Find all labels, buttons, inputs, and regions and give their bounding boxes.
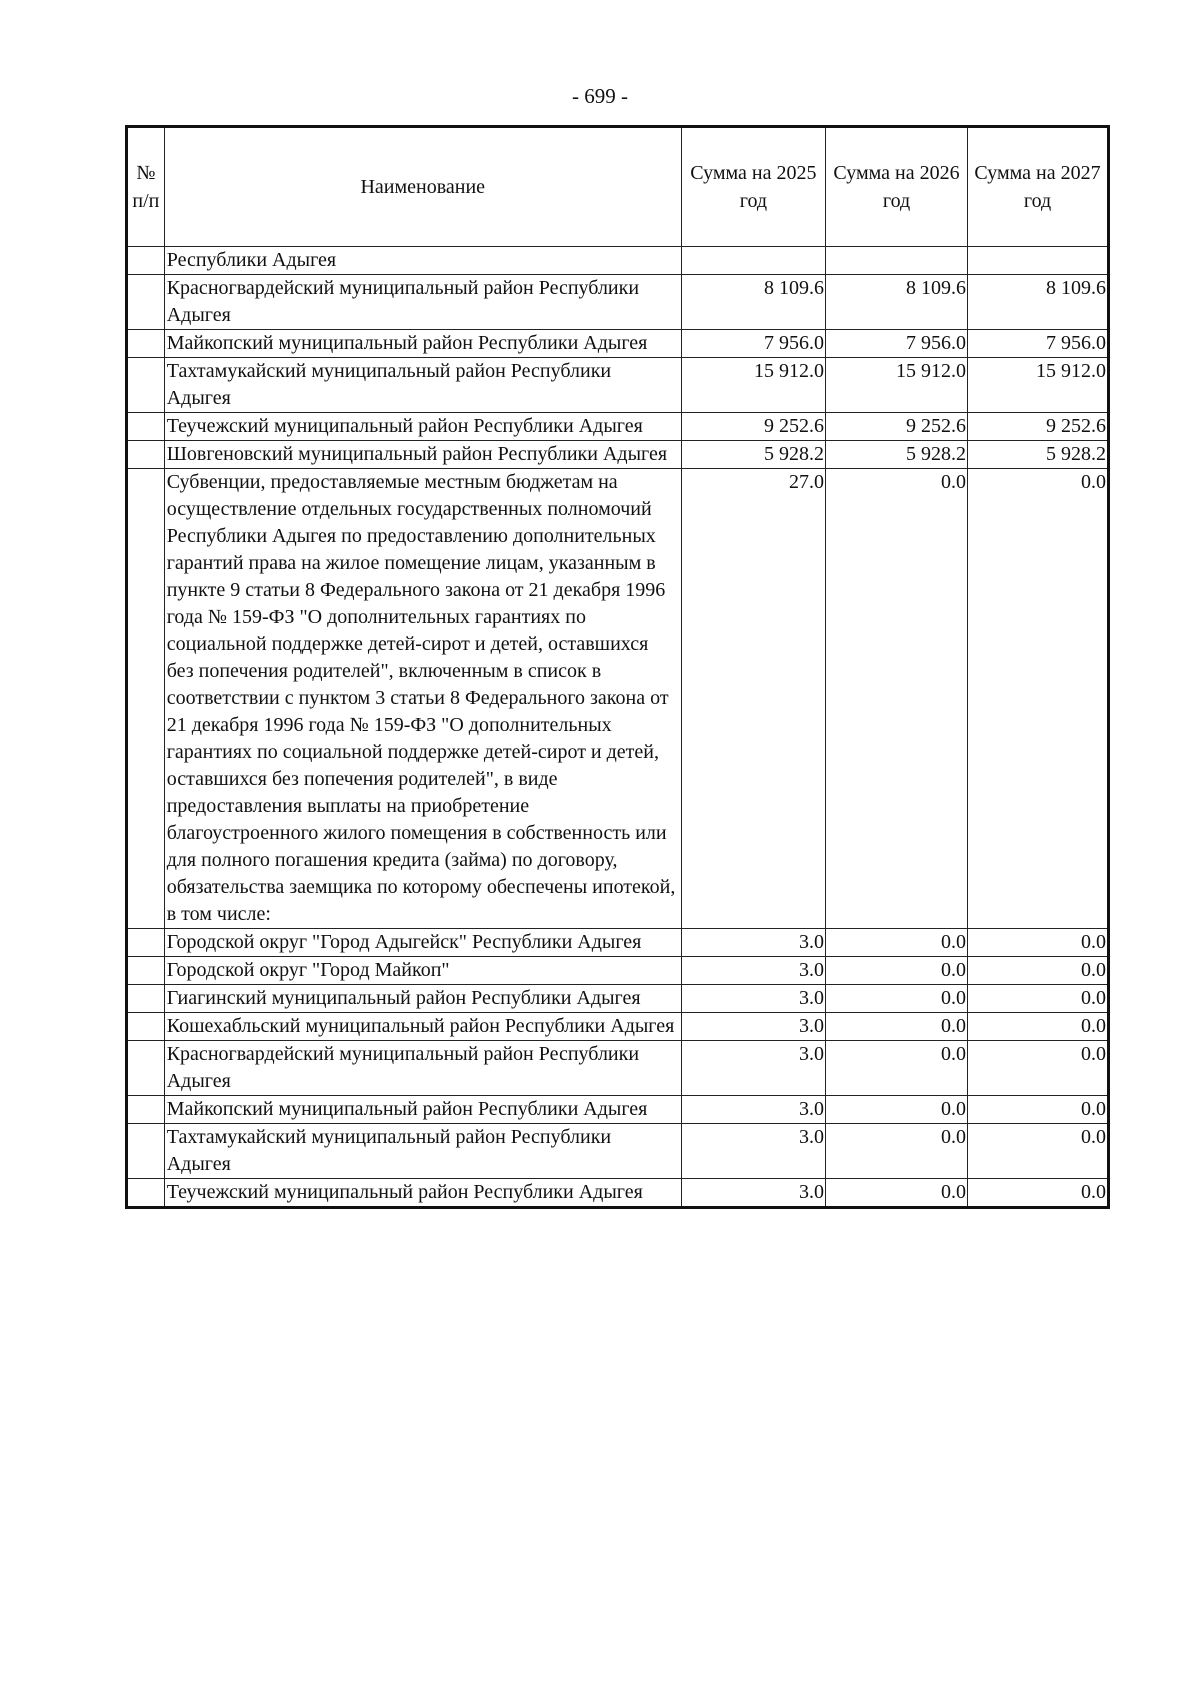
row-index-cell [127, 1124, 165, 1179]
row-value-2026: 9 252.6 [826, 413, 968, 441]
row-value-2026: 0.0 [826, 929, 968, 957]
row-name-cell: Городской округ "Город Майкоп" [164, 957, 681, 985]
row-value-2026: 0.0 [826, 985, 968, 1013]
row-value-2026: 0.0 [826, 1041, 968, 1096]
row-name-cell: Тахтамукайский муниципальный район Республики Адыгея [164, 1124, 681, 1179]
row-value-2026: 0.0 [826, 1096, 968, 1124]
row-name-cell: Городской округ "Город Адыгейск" Республики Адыгея [164, 929, 681, 957]
row-value-2026: 0.0 [826, 1179, 968, 1208]
table-body [127, 247, 1109, 1208]
row-value-2027 [968, 247, 1109, 275]
row-value-2026: 15 912.0 [826, 358, 968, 413]
row-index-cell [127, 1179, 165, 1208]
row-value-2025: 3.0 [681, 1179, 825, 1208]
row-name-cell: Теучежский муниципальный район Республики Адыгея [164, 413, 681, 441]
row-name-cell: Красногвардейский муниципальный район Республики Адыгея [164, 1041, 681, 1096]
row-index-cell [127, 957, 165, 985]
row-value-2025: 3.0 [681, 985, 825, 1013]
row-name-cell: Красногвардейский муниципальный район Республики Адыгея [164, 275, 681, 330]
table-row [127, 330, 1109, 358]
table-row [127, 1041, 1109, 1096]
row-name-cell: Майкопский муниципальный район Республики Адыгея [164, 1096, 681, 1124]
row-index-cell [127, 358, 165, 413]
table-row [127, 469, 1109, 929]
budget-table [125, 125, 1110, 1209]
row-value-2025: 3.0 [681, 929, 825, 957]
page-number: - 699 - [572, 84, 628, 108]
header-2027: Сумма на 2027 год [968, 127, 1109, 247]
row-value-2025 [681, 247, 825, 275]
row-value-2027: 0.0 [968, 1013, 1109, 1041]
row-name-cell: Кошехабльский муниципальный район Республики Адыгея [164, 1013, 681, 1041]
row-value-2025: 3.0 [681, 1013, 825, 1041]
row-value-2027: 0.0 [968, 929, 1109, 957]
row-index-cell [127, 275, 165, 330]
row-index-cell [127, 247, 165, 275]
row-name-cell: Субвенции, предоставляемые местным бюджетам на осуществление отдельных государственных полномочий Республики Адыгея по предоставлению дополнительных гарантий права на жилое помещение лицам, указанным в пункте 9 статьи 8 Федерального закона от 21 декабря 1996 года № 159-ФЗ "О дополнительных гарантиях по социальной поддержке детей-сирот и детей, оставшихся без попечения родителей", включенным в список в соответствии с пунктом 3 статьи 8 Федерального закона от 21 декабря 1996 года № 159-ФЗ "О дополнительных гарантиях по социальной поддержке детей-сирот и детей, оставшихся без попечения родителей", в виде предоставления выплаты на приобретение благоустроенного жилого помещения в собственность или для полного погашения кредита (займа) по договору, обязательства заемщика по которому обеспечены ипотекой, в том числе: [164, 469, 681, 929]
row-value-2027: 0.0 [968, 1124, 1109, 1179]
table-row [127, 247, 1109, 275]
row-index-cell [127, 413, 165, 441]
row-name-cell: Шовгеновский муниципальный район Республики Адыгея [164, 441, 681, 469]
row-value-2025: 3.0 [681, 957, 825, 985]
row-value-2025: 3.0 [681, 1041, 825, 1096]
header-name: Наименование [164, 127, 681, 247]
row-value-2026: 0.0 [826, 957, 968, 985]
row-value-2025: 7 956.0 [681, 330, 825, 358]
table-row [127, 1096, 1109, 1124]
table-row [127, 358, 1109, 413]
table-row [127, 1013, 1109, 1041]
row-index-cell [127, 1013, 165, 1041]
row-value-2027: 5 928.2 [968, 441, 1109, 469]
table-row [127, 275, 1109, 330]
row-value-2027: 8 109.6 [968, 275, 1109, 330]
row-value-2025: 3.0 [681, 1096, 825, 1124]
table-row [127, 929, 1109, 957]
table-row [127, 1179, 1109, 1208]
row-name-cell: Республики Адыгея [164, 247, 681, 275]
row-value-2026: 0.0 [826, 1124, 968, 1179]
header-2026: Сумма на 2026 год [826, 127, 968, 247]
row-value-2027: 7 956.0 [968, 330, 1109, 358]
row-value-2027: 0.0 [968, 469, 1109, 929]
table-header [127, 127, 1109, 247]
row-index-cell [127, 441, 165, 469]
row-value-2026: 7 956.0 [826, 330, 968, 358]
row-index-cell [127, 1096, 165, 1124]
table-row [127, 985, 1109, 1013]
row-value-2027: 0.0 [968, 985, 1109, 1013]
header-index: № п/п [127, 127, 165, 247]
row-value-2026: 0.0 [826, 1013, 968, 1041]
row-value-2027: 0.0 [968, 957, 1109, 985]
header-2025: Сумма на 2025 год [681, 127, 825, 247]
table-row [127, 413, 1109, 441]
row-value-2026: 8 109.6 [826, 275, 968, 330]
table-row [127, 1124, 1109, 1179]
row-index-cell [127, 1041, 165, 1096]
row-value-2027: 0.0 [968, 1179, 1109, 1208]
table-row [127, 441, 1109, 469]
row-value-2027: 15 912.0 [968, 358, 1109, 413]
row-name-cell: Тахтамукайский муниципальный район Республики Адыгея [164, 358, 681, 413]
row-value-2026 [826, 247, 968, 275]
row-name-cell: Гиагинский муниципальный район Республики Адыгея [164, 985, 681, 1013]
row-value-2025: 9 252.6 [681, 413, 825, 441]
row-name-cell: Майкопский муниципальный район Республики Адыгея [164, 330, 681, 358]
row-value-2027: 9 252.6 [968, 413, 1109, 441]
row-value-2025: 5 928.2 [681, 441, 825, 469]
header-row [127, 127, 1109, 247]
row-index-cell [127, 985, 165, 1013]
row-value-2025: 15 912.0 [681, 358, 825, 413]
row-index-cell [127, 929, 165, 957]
row-value-2027: 0.0 [968, 1041, 1109, 1096]
row-value-2026: 0.0 [826, 469, 968, 929]
table-row [127, 957, 1109, 985]
row-value-2025: 3.0 [681, 1124, 825, 1179]
row-index-cell [127, 469, 165, 929]
row-value-2027: 0.0 [968, 1096, 1109, 1124]
row-value-2025: 27.0 [681, 469, 825, 929]
row-index-cell [127, 330, 165, 358]
row-name-cell: Теучежский муниципальный район Республики Адыгея [164, 1179, 681, 1208]
row-value-2026: 5 928.2 [826, 441, 968, 469]
row-value-2025: 8 109.6 [681, 275, 825, 330]
